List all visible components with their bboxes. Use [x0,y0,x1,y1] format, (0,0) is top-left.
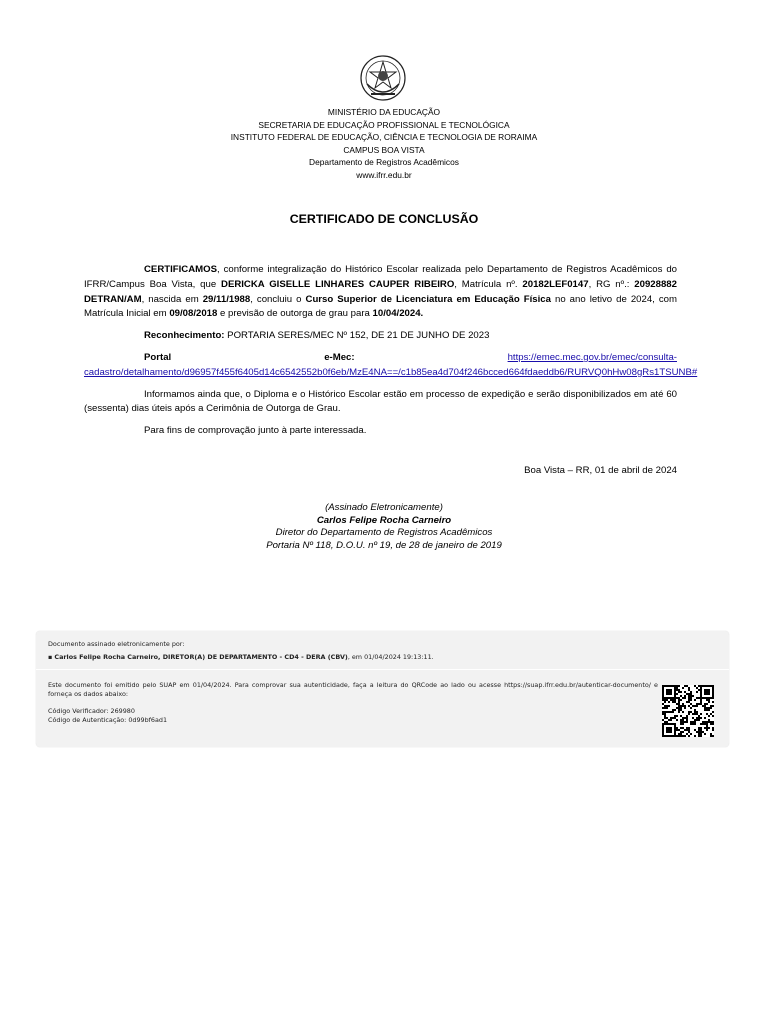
portal-label: Portal [144,351,172,363]
text-segment: no ano letivo de 2024, com Matrícula Inicial em [84,293,678,320]
header-website: www.ifrr.edu.br [356,169,412,180]
header-ministry: MINISTÉRIO DA EDUCAÇÃO [327,107,441,117]
recognition-paragraph [84,329,677,344]
divider [36,669,729,670]
certificate-paragraph [84,263,677,322]
registration-number: 20182LEF0147 [522,278,589,290]
birth-date: 29/11/1988 [202,293,251,305]
text-segment: , concluiu o [250,293,306,305]
authentication-code: Código de Autenticação: 0d99bf6ad1 [48,716,168,724]
text-segment: , conforme integralização do Histórico Escolar realizada pelo Departamento de Registros Acadêmicos do IFRR/Campus Boa Vista, que [84,264,677,290]
id-number: 20928882 DETRAN/AM [84,278,677,305]
portal-line [144,351,677,366]
signer-ordinance: Portaria Nº 118, D.O.U. nº 19, de 28 de janeiro de 2019 [266,539,502,551]
signer-role: Diretor do Departamento de Registros Acadêmicos [275,527,493,539]
signed-electronically: (Assinado Eletronicamente) [325,502,443,513]
institution-header [0,106,768,181]
header-secretariat: SECRETARIA DE EDUCAÇÃO PROFISSIONAL E TECNOLÓGICA [258,119,510,130]
bullet-icon: ▪ [48,653,55,661]
course-name: Curso Superior de Licenciatura em Educação Física [305,293,551,305]
signer-entry-date: , em 01/04/2024 19:13:11. [347,653,434,661]
emec-link-path[interactable]: cadastro/detalhamento/d96957f455f6405d14c6542552b0f6eb/MzE4NA==/c1b85ea4d704f246bcced664fdaeddb6/RURVQ0hHw08gRs1TSUNB# [84,366,698,378]
emec-label: e-Mec: [324,351,355,363]
emec-link-continued[interactable] [84,366,698,381]
verifier-code: Código Verificador: 269980 [48,707,135,715]
signer-name: Carlos Felipe Rocha Carneiro [316,514,452,526]
document-title: CERTIFICADO DE CONCLUSÃO [289,212,479,226]
text-segment: , RG nº.: [588,278,635,290]
text-segment: , Matrícula nº. [454,278,523,290]
text-segment: , nascida em [141,293,203,305]
signer-entry-name: Carlos Felipe Rocha Carneiro, DIRETOR(A) DE DEPARTAMENTO - CD4 - DERA (CBV) [54,653,348,661]
header-institute: INSTITUTO FEDERAL DE EDUCAÇÃO, CIÊNCIA E TECNOLOGIA DE RORAIMA [230,132,538,142]
place-and-date: Boa Vista – RR, 01 de abril de 2024 [524,465,677,476]
header-campus: CAMPUS BOA VISTA [343,144,425,155]
coat-of-arms-icon [359,54,407,102]
grant-date: 10/04/2024. [372,308,424,320]
emec-link[interactable]: https://emec.mec.gov.br/emec/consulta- [507,351,677,363]
header-department: Departamento de Registros Acadêmicos [309,157,459,167]
digital-signature-box [36,631,729,747]
start-date: 09/08/2018 [169,308,218,320]
signer-entry [48,653,434,661]
text-segment: e previsão de outorga de grau para [217,308,373,320]
qr-code-icon[interactable] [662,685,714,737]
certificate-body [84,263,698,446]
authenticity-notice: Este documento foi emitido pelo SUAP em 01/04/2024. Para comprovar sua autenticidade, faça a leitura do QRCode ao lado ou acesse https://suap.ifrr.edu.br/autenticar-documento/ e forneça os dados abaixo: [48,681,658,698]
purpose-paragraph: Para fins de comprovação junto à parte interessada. [144,425,367,437]
recognition-text: PORTARIA SERES/MEC Nº 152, DE 21 DE JUNHO DE 2023 [224,330,490,342]
certify-word: CERTIFICAMOS [144,264,218,275]
signature-block [0,502,768,552]
student-name: DERICKA GISELLE LINHARES CAUPER RIBEIRO [221,278,455,290]
info-paragraph: Informamos ainda que, o Diploma e o Histórico Escolar estão em processo de expedição e serão disponibilizados em até 60 (sessenta) dias úteis após a Cerimônia de Outorga de Grau. [84,388,677,415]
signed-by-title: Documento assinado eletronicamente por: [48,640,185,648]
recognition-label: Reconhecimento: [144,330,225,342]
